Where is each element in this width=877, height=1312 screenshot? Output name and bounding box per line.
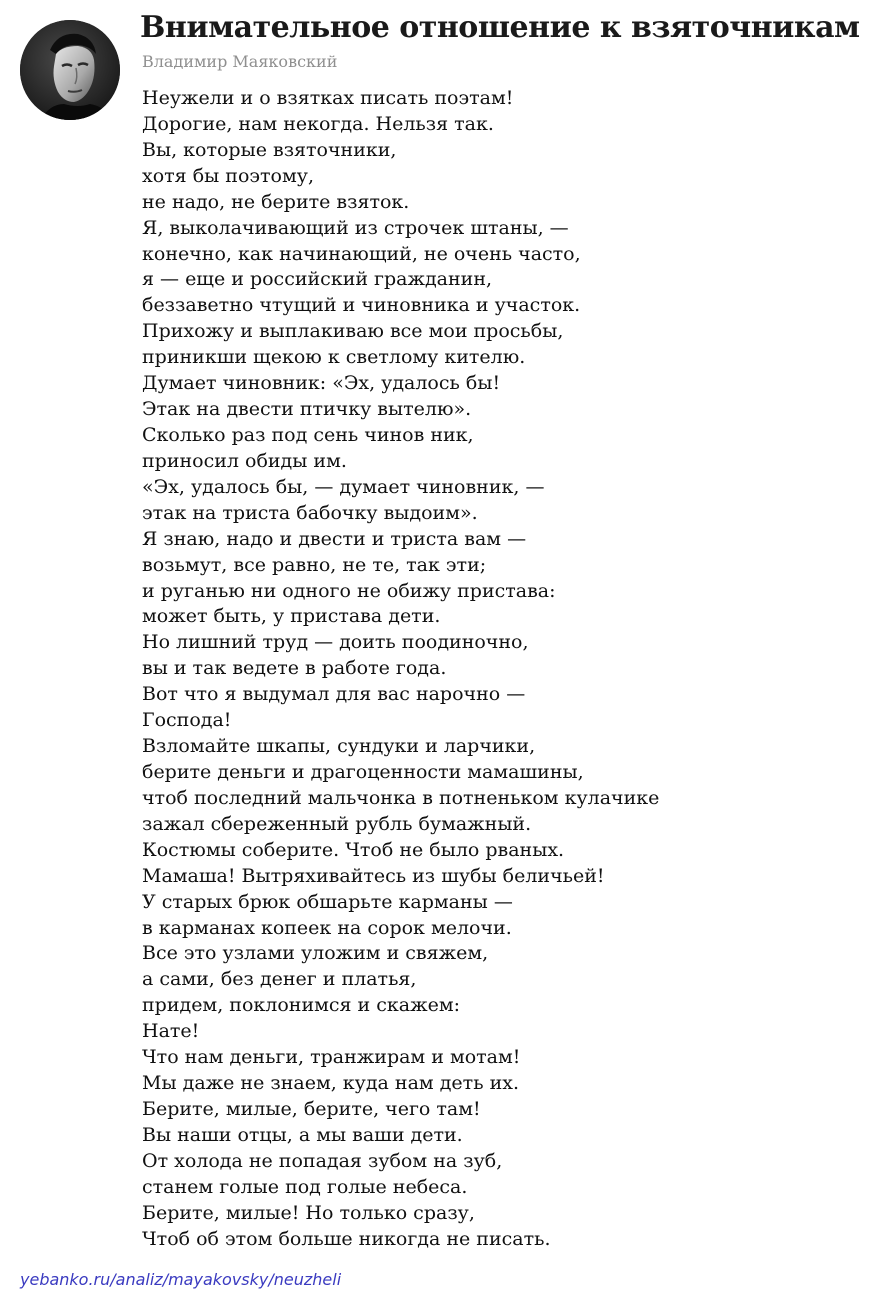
poem-line: Что нам деньги, транжирам и мотам! [142,1046,521,1069]
poem-line: в карманах копеек на сорок мелочи. [142,916,512,939]
poem-line: и руганью ни одного не обижу пристава: [142,579,556,602]
poem-line: У старых брюк обшарьте карманы — [142,890,513,913]
poem-line: Вот что я выдумал для вас нарочно — [142,683,526,706]
poem-line: я — еще и российский гражданин, [142,268,493,291]
poem-line: Костюмы соберите. Чтоб не было рваных. [142,838,565,861]
poem-line: Я, выколачивающий из строчек штаны, — [142,216,569,239]
poem-line: вы и так ведете в работе года. [142,657,447,680]
poem-line: Взломайте шкапы, сундуки и ларчики, [142,735,536,758]
poem-line: зажал сбереженный рубль бумажный. [142,812,532,835]
poem-line: может быть, у пристава дети. [142,605,441,628]
author-portrait [20,20,120,120]
poem-line: Дорогие, нам некогда. Нельзя так. [142,112,494,135]
poem-line: Этак на двести птичку вытелю». [142,398,472,421]
poem-line: Сколько раз под сень чинов ник, [142,423,474,446]
poem-line: конечно, как начинающий, не очень часто, [142,242,581,265]
poem-line: Нате! [142,1020,200,1043]
poem-line: От холода не попадая зубом на зуб, [142,1149,503,1172]
poem-line: Все это узлами уложим и свяжем, [142,942,489,965]
poem-line: Господа! [142,709,232,732]
poem-line: Думает чиновник: «Эх, удалось бы! [142,372,501,395]
poem-line: приникши щекою к светлому кителю. [142,346,526,369]
poem-line: беззаветно чтущий и чиновника и участок. [142,294,581,317]
poem-line: а сами, без денег и платья, [142,968,417,991]
poem-text [142,86,659,1252]
poem-line: придем, поклонимся и скажем: [142,994,460,1017]
poem-line: не надо, не берите взяток. [142,190,410,213]
poem-line: Берите, милые! Но только сразу, [142,1201,475,1224]
poem-line: этак на триста бабочку выдоим». [142,501,478,524]
poem-line: возьмут, все равно, не те, так эти; [142,553,487,576]
poem-line: Я знаю, надо и двести и триста вам — [142,527,527,550]
page-title: Внимательное отношение к взяточникам [140,10,860,45]
poem-line: Прихожу и выплакиваю все мои просьбы, [142,320,564,343]
poem-line: чтоб последний мальчонка в потненьком кулачике [142,786,660,809]
poem-line: Но лишний труд — доить поодиночно, [142,631,529,654]
poem-line: Вы наши отцы, а мы ваши дети. [142,1123,463,1146]
poem-line: Мы даже не знаем, куда нам деть их. [142,1072,519,1095]
poem-line: станем голые под голые небеса. [142,1175,468,1198]
poem-line: берите деньги и драгоценности мамашины, [142,760,584,783]
author-name: Владимир Маяковский [142,52,338,71]
poem-line: Берите, милые, берите, чего там! [142,1097,481,1120]
poem-line: Неужели и о взятках писать поэтам! [142,87,514,109]
poem-line: приносил обиды им. [142,449,347,472]
source-link[interactable]: yebanko.ru/analiz/mayakovsky/neuzheli [20,1270,342,1289]
poem-line: хотя бы поэтому, [142,164,314,187]
poem-line: «Эх, удалось бы, — думает чиновник, — [142,475,545,498]
poem-line: Чтоб об этом больше никогда не писать. [142,1227,551,1250]
poem-line: Мамаша! Вытряхивайтесь из шубы беличьей! [142,864,605,887]
poem-line: Вы, которые взяточники, [142,138,397,161]
